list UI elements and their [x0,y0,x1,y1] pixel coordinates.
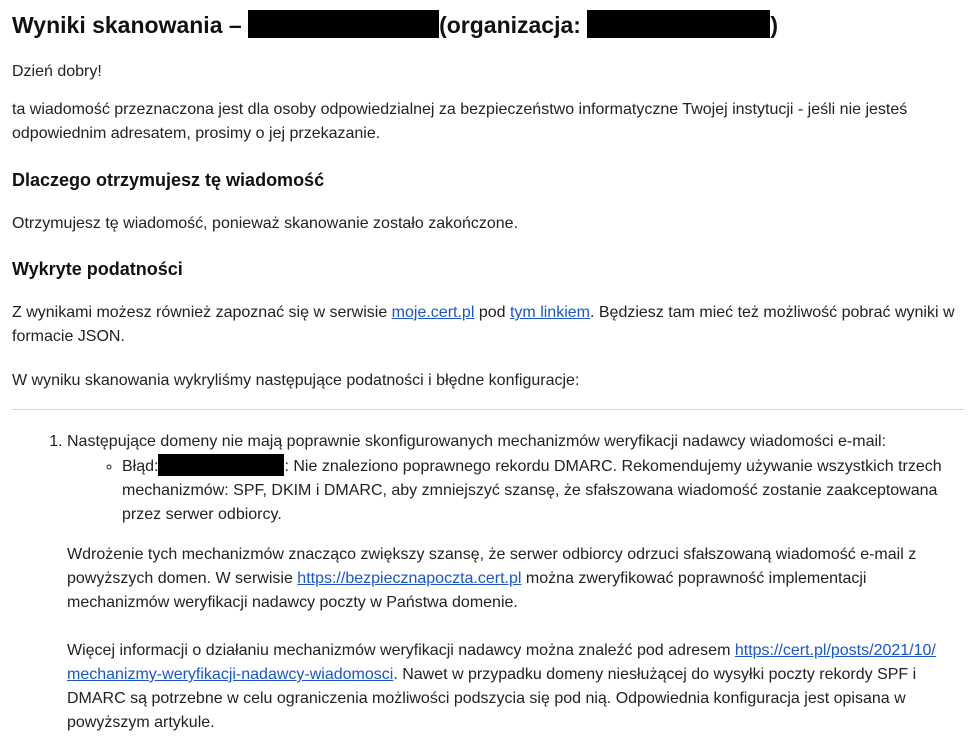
finding-item: 1. Następujące domeny nie mają poprawnie skonfigurowanych mechanizmów weryfikacji nadawcy wiadomości e-mail: ◦ Błąd: : Nie znaleziono poprawnego rekordu DMARC. Rekomendujemy używanie wszystkich trzech mechanizmów: SPF, DKIM i DMARC, aby zmniejszyć szansę, że sfałszowana wiadomość zostanie zaakceptowana przez serwer odbiorcy. [67,430,964,527]
implementation-paragraph: Wdrożenie tych mechanizmów znacząco zwiększy szansę, że serwer odbiorcy odrzuci sfałszowaną wiadomość e-mail z powyższych domen. W serwisie https://bezpiecznapoczta.cert.pl można zweryfikować poprawność implementacji mechanizmów weryfikacji nadawcy poczty w Państwa domenie. [67,546,917,611]
error-list [67,454,964,527]
moje-cert-link[interactable]: moje.cert.pl [391,304,475,321]
intro-paragraph: ta wiadomość przeznaczona jest dla osoby odpowiedzialnej za bezpieczeństwo informatyczne Twojej instytucji - jeśli nie jesteś odpowiednim adresatem, prosimy o jej przekazanie. [12,101,908,142]
why-paragraph: Otrzymujesz tę wiadomość, ponieważ skanowanie zostało zakończone. [12,215,519,232]
title-prefix: Wyniki skanowania – [12,12,242,38]
cert-article-link[interactable]: https://cert.pl/posts/2021/10/ mechanizmy-weryfikacji-nadawcy-wiadomosci [67,642,936,683]
vulnerabilities-heading: Wykryte podatności [12,259,183,279]
findings-list [12,430,964,527]
greeting: Dzień dobry! [12,63,102,80]
findings-intro: W wyniku skanowania wykryliśmy następujące podatności i błędne konfiguracje: [12,372,580,389]
results-link-paragraph: Z wynikami możesz również zapoznać się w serwisie moje.cert.pl pod tym linkiem. Będziesz tam mieć też możliwość pobrać wyniki w formacie JSON. [12,304,955,345]
title-close: ) [770,12,778,38]
title-org-label: (organizacja: [439,12,581,38]
why-heading: Dlaczego otrzymujesz tę wiadomość [12,170,325,190]
bezpiecznapoczta-link[interactable]: https://bezpiecznapoczta.cert.pl [297,570,522,587]
more-info-paragraph: Więcej informacji o działaniu mechanizmów weryfikacji nadawcy można znaleźć pod adresem https://cert.pl/posts/2021/10/ mechanizmy-weryfikacji-nadawcy-wiadomosci. Nawet w przypadku domeny niesłużącej do wysyłki poczty rekordy SPF i DMARC są potrzebne w celu ograniczenia możliwości podszycia się pod nią. Odpowiednia konfiguracja jest opisana w powyższym artykule. [67,642,936,731]
email-body [0,10,968,735]
redacted-organization [587,10,770,38]
error-item: ◦ Błąd: : Nie znaleziono poprawnego rekordu DMARC. Rekomendujemy używanie wszystkich trzech mechanizmów: SPF, DKIM i DMARC, aby zmniejszyć szansę, że sfałszowana wiadomość zostanie zaakceptowana przez serwer odbiorcy. [122,454,964,527]
page-title [12,10,964,40]
redacted-domain [158,454,284,476]
divider [12,409,964,410]
redacted-name [248,10,439,38]
tym-linkiem-link[interactable]: tym linkiem [509,304,590,321]
